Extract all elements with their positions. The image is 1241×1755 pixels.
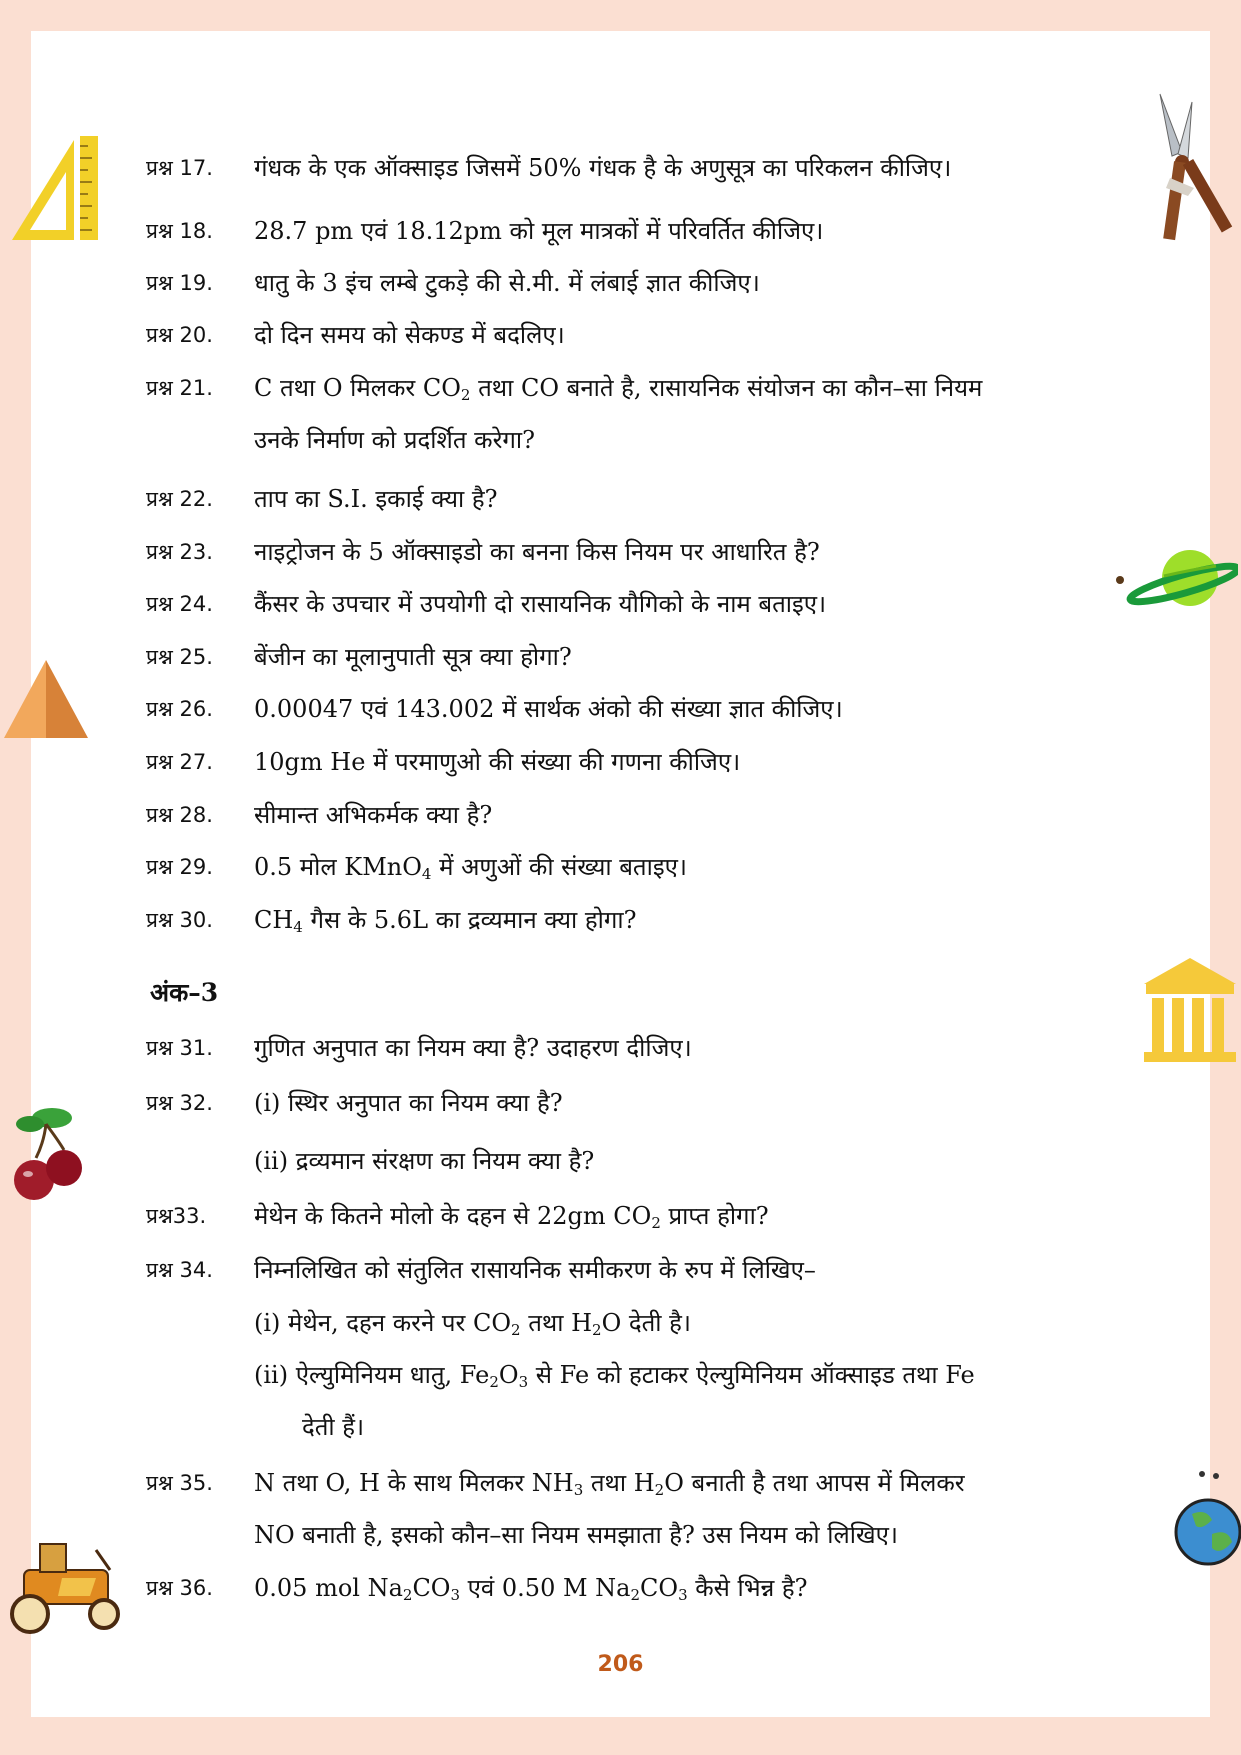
cherries-icon (6, 1102, 90, 1210)
question-34-part-i: (i) मेथेन, दहन करने पर $CO_2$ तथा $H_2O$ देती है। (254, 1309, 691, 1339)
question-text: 10gm He में परमाणुओ की संख्या की गणना कीजिए। (254, 748, 741, 776)
question-number: प्रश्न 32. (146, 1091, 213, 1115)
question-number: प्रश्न 18. (146, 219, 213, 243)
question-text: 0.00047 एवं 143.002 में सार्थक अंको की संख्या ज्ञात कीजिए। (254, 695, 843, 723)
question-32-part-ii: (ii) द्रव्यमान संरक्षण का नियम क्या है? (254, 1147, 595, 1175)
question-text: सीमान्त अभिकर्मक क्या है? (254, 801, 493, 829)
question-text: (i) स्थिर अनुपात का नियम क्या है? (254, 1089, 563, 1117)
question-number: प्रश्न 30. (146, 908, 213, 932)
section-heading: अंक–3 (150, 978, 219, 1007)
question-number: प्रश्न 34. (146, 1258, 213, 1282)
question-number: प्रश्न 26. (146, 697, 213, 721)
question-number: प्रश्न 17. (146, 156, 213, 180)
question-number: प्रश्न 21. (146, 376, 213, 400)
question-text: गुणित अनुपात का नियम क्या है? उदाहरण दीजिए। (254, 1034, 692, 1062)
question-text: 0.05 mol $Na_2CO_3$ एवं 0.50 M $Na_2CO_3$ कैसे भिन्न है? (254, 1574, 808, 1604)
question-text: कैंसर के उपचार में उपयोगी दो रासायनिक यौगिको के नाम बताइए। (254, 590, 827, 618)
garden-shears-icon (1152, 92, 1238, 248)
pyramid-icon (2, 656, 90, 746)
question-34-part-ii: (ii) ऐल्युमिनियम धातु, $Fe_2O_3$ से Fe को हटाकर ऐल्युमिनियम ऑक्साइड तथा Fe (254, 1361, 975, 1391)
page-number: 206 (597, 1652, 644, 1677)
question-text: निम्नलिखित को संतुलित रासायनिक समीकरण के रुप में लिखिए– (254, 1256, 816, 1284)
question-35-continuation: NO बनाती है, इसको कौन–सा नियम समझाता है? उस नियम को लिखिए। (254, 1521, 898, 1549)
question-text: 0.5 मोल KMnO$_4$ में अणुओं की संख्या बताइए। (254, 853, 687, 883)
question-text: धातु के 3 इंच लम्बे टुकड़े की से.मी. में लंबाई ज्ञात कीजिए। (254, 269, 760, 297)
question-21-continuation: उनके निर्माण को प्रदर्शित करेगा? (254, 426, 535, 454)
question-number: प्रश्न33. (146, 1204, 207, 1228)
question-34-part-ii-continuation: देती हैं। (302, 1413, 365, 1441)
question-number: प्रश्न 35. (146, 1471, 213, 1495)
question-number: प्रश्न 31. (146, 1036, 213, 1060)
question-number: प्रश्न 27. (146, 750, 213, 774)
question-text: दो दिन समय को सेकण्ड में बदलिए। (254, 321, 565, 349)
question-number: प्रश्न 22. (146, 487, 213, 511)
question-text: N तथा O, H के साथ मिलकर $NH_3$ तथा $H_2O$ बनाती है तथा आपस में मिलकर (254, 1469, 965, 1499)
question-number: प्रश्न 23. (146, 540, 213, 564)
vehicle-icon (0, 1530, 130, 1642)
question-text: मेथेन के कितने मोलो के दहन से 22gm $CO_2$ प्राप्त होगा? (254, 1202, 769, 1232)
globe-icon (1172, 1468, 1241, 1572)
planet-icon (1112, 540, 1238, 620)
question-number: प्रश्न 20. (146, 323, 213, 347)
question-number: प्रश्न 28. (146, 803, 213, 827)
question-text: बेंजीन का मूलानुपाती सूत्र क्या होगा? (254, 643, 572, 671)
question-number: प्रश्न 19. (146, 271, 213, 295)
set-square-ruler-icon (8, 132, 104, 248)
question-text: 28.7 pm एवं 18.12pm को मूल मात्रकों में परिवर्तित कीजिए। (254, 217, 824, 245)
question-number: प्रश्न 29. (146, 855, 213, 879)
question-number: प्रश्न 25. (146, 645, 213, 669)
question-text: C तथा O मिलकर $CO_2$ तथा CO बनाते है, रासायनिक संयोजन का कौन–सा नियम (254, 374, 983, 404)
question-number: प्रश्न 24. (146, 592, 213, 616)
question-text: नाइट्रोजन के 5 ऑक्साइडो का बनना किस नियम पर आधारित है? (254, 538, 820, 566)
question-number: प्रश्न 36. (146, 1576, 213, 1600)
question-text: गंधक के एक ऑक्साइड जिसमें 50% गंधक है के अणुसूत्र का परिकलन कीजिए। (254, 154, 952, 182)
question-text: ताप का S.I. इकाई क्या है? (254, 485, 498, 513)
pillar-building-icon (1140, 954, 1240, 1068)
question-text: $CH_4$ गैस के 5.6L का द्रव्यमान क्या होगा? (254, 906, 637, 936)
